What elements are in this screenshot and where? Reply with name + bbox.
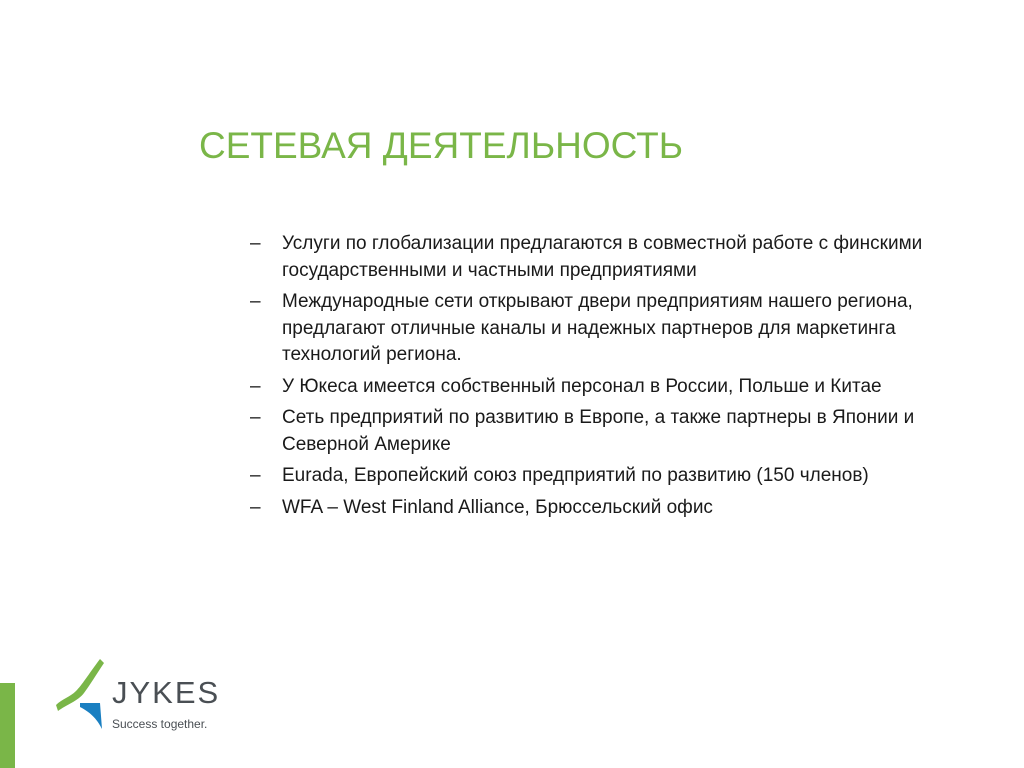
bullet-item [250,405,950,458]
bullet-marker: – [250,233,261,254]
slide-title: СЕТЕВАЯ ДЕЯТЕЛЬНОСТЬ [199,125,683,166]
bullet-text: У Юкеса имеется собственный персонал в России, Польше и Китае [282,375,882,397]
logo-wordmark: JYKES [112,675,221,710]
bullet-marker: – [250,407,261,428]
bullet-item [250,374,950,401]
bullet-text: Eurada, Европейский союз предприятий по развитию (150 членов) [282,465,869,486]
bullet-marker: – [250,496,261,518]
bullet-marker: – [250,375,261,397]
bullet-text: Сеть предприятий по развитию в Европе, а также партнеры в Японии и Северной Америке [282,407,915,455]
bullet-item [250,289,950,369]
bullet-marker: – [250,465,261,486]
bullet-text: Международные сети открывают двери предприятиям нашего региона, предлагают отличные каналы и надежных партнеров для маркетинга технологий региона. [282,291,913,365]
accent-bar [0,683,15,768]
bullet-text: Услуги по глобализации предлагаются в совместной работе с финскими государственными и частными предприятиями [282,233,923,281]
bullet-item [250,231,950,284]
logo-blue-shape [80,703,102,729]
bullet-list [250,231,950,526]
logo-tagline: Success together. [112,717,208,731]
bullet-item [250,463,950,490]
bullet-text: WFA – West Finland Alliance, Брюссельский офис [282,496,713,518]
bullet-marker: – [250,291,261,312]
bullet-item [250,495,950,522]
